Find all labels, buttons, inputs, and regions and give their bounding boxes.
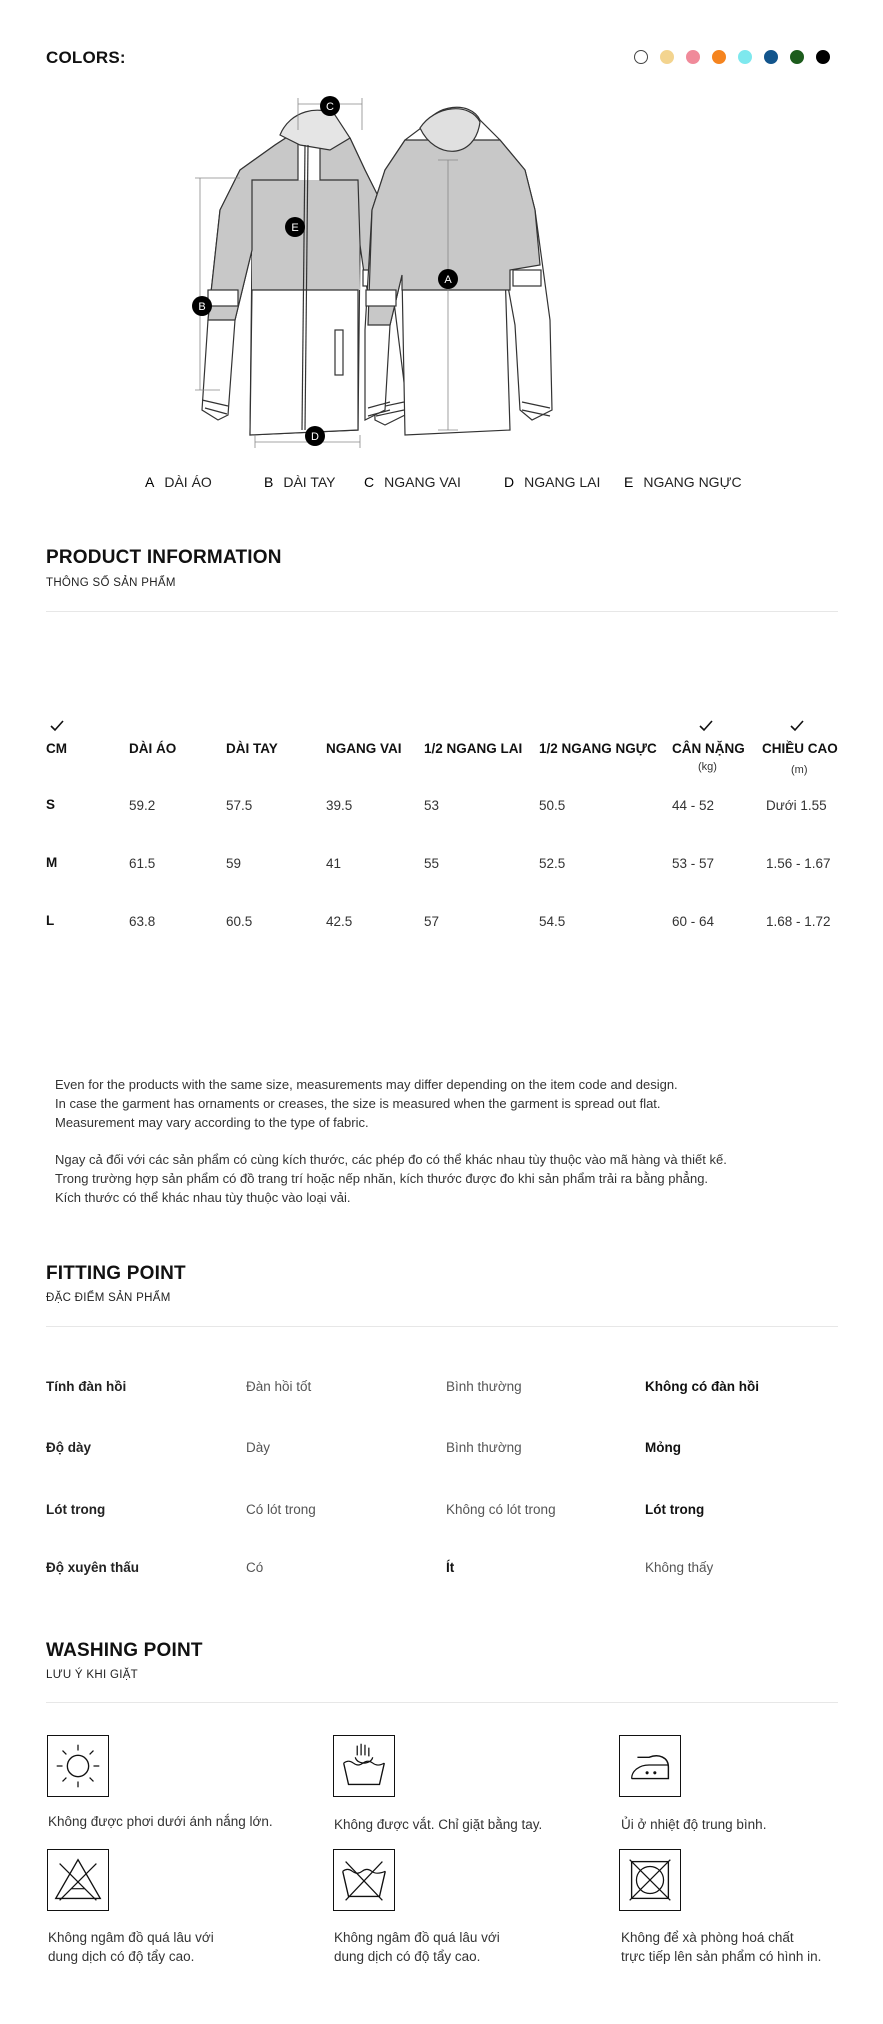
no-direct-sun-icon: [47, 1735, 109, 1797]
table-cell: 53: [424, 798, 440, 813]
table-cell: 39.5: [326, 798, 353, 813]
table-cell: 41: [326, 856, 342, 871]
table-cell: 53 - 57: [672, 856, 715, 871]
washing-instruction-line: Ủi ở nhiệt độ trung bình.: [621, 1817, 767, 1832]
marker-e: [285, 217, 305, 237]
fitting-option: Dày: [246, 1440, 271, 1455]
table-cell: Dưới 1.55: [766, 798, 827, 813]
table-cell: 57.5: [226, 798, 253, 813]
no-bleach-icon: [47, 1849, 109, 1911]
aqua-swatch[interactable]: [738, 50, 752, 64]
note-line: Even for the products with the same size, measurements may differ depending on the item code and design.: [55, 1077, 678, 1092]
header-dai-ao: DÀI ÁO: [129, 741, 177, 756]
legend-c: C NGANG VAI: [364, 474, 461, 490]
washing-point-title: WASHING POINT: [46, 1640, 203, 1661]
svg-text:A: A: [444, 274, 452, 286]
fitting-option-selected: Không có đàn hồi: [645, 1379, 759, 1394]
fitting-option: Có: [246, 1560, 264, 1575]
white-swatch[interactable]: [634, 50, 648, 64]
washing-instruction-text: [334, 1815, 542, 1834]
washing-instruction-line: Không được phơi dưới ánh nắng lớn.: [48, 1814, 273, 1829]
legend-a: A DÀI ÁO: [145, 474, 212, 490]
colors-title: COLORS:: [46, 48, 126, 67]
check-icon: [789, 718, 805, 734]
no-soak-icon: [333, 1849, 395, 1911]
fitting-point-title: FITTING POINT: [46, 1263, 186, 1284]
divider: [46, 611, 838, 612]
jacket-diagram: [180, 90, 700, 450]
legend-e: E NGANG NGỰC: [624, 474, 742, 490]
note-line: Kích thước có thể khác nhau tùy thuộc vào loại vải.: [55, 1190, 351, 1205]
cream-swatch[interactable]: [660, 50, 674, 64]
table-cell: 63.8: [129, 914, 156, 929]
orange-swatch[interactable]: [712, 50, 726, 64]
header-dai-tay: DÀI TAY: [226, 741, 278, 756]
fitting-row-label: Tính đàn hồi: [46, 1379, 127, 1394]
size-s-label: S: [46, 797, 56, 812]
fitting-option: Đàn hồi tốt: [246, 1379, 312, 1394]
header-ngang-nguc: 1/2 NGANG NGỰC: [539, 741, 657, 756]
washing-instruction-text: [621, 1928, 821, 1966]
table-cell: 1.56 - 1.67: [766, 856, 831, 871]
check-icon: [698, 718, 714, 734]
iron-medium-icon: [619, 1735, 681, 1797]
navy-swatch[interactable]: [764, 50, 778, 64]
product-info-title: PRODUCT INFORMATION: [46, 547, 282, 568]
divider: [46, 1702, 838, 1703]
fitting-option: Bình thường: [446, 1440, 522, 1455]
svg-text:E: E: [291, 222, 299, 234]
table-cell: 59: [226, 856, 242, 871]
washing-instruction-text: [48, 1928, 214, 1966]
fitting-row-label: Lót trong: [46, 1502, 106, 1517]
fitting-point-subtitle: ĐẶC ĐIỂM SẢN PHẨM: [46, 1292, 171, 1304]
fitting-option-selected: Ít: [446, 1560, 455, 1575]
table-cell: 54.5: [539, 914, 566, 929]
notes-english: [55, 1075, 678, 1132]
size-l-label: L: [46, 913, 55, 928]
washing-instruction-line: Không được vắt. Chỉ giặt bằng tay.: [334, 1817, 543, 1832]
note-line: Ngay cả đối với các sản phẩm có cùng kích thước, các phép đo có thể khác nhau tùy thuộc vào mã hàng và thiết kế.: [55, 1152, 727, 1167]
svg-text:B: B: [198, 301, 206, 313]
fitting-row-label: Độ xuyên thấu: [46, 1560, 140, 1575]
marker-c: [320, 96, 340, 116]
product-info-subtitle: THÔNG SỐ SẢN PHẨM: [46, 577, 176, 589]
washing-instruction-line: trực tiếp lên sản phẩm có hình in.: [621, 1949, 822, 1964]
divider: [46, 1326, 838, 1327]
note-line: Trong trường hợp sản phẩm có đồ trang trí hoặc nếp nhăn, kích thước được đo khi sản phẩm trải ra bằng phẳng.: [55, 1171, 709, 1186]
fitting-option: Không có lót trong: [446, 1502, 556, 1517]
header-ngang-lai: 1/2 NGANG LAI: [424, 741, 523, 756]
table-cell: 60.5: [226, 914, 253, 929]
table-cell: 55: [424, 856, 440, 871]
washing-instruction-text: [334, 1928, 500, 1966]
fitting-option: Có lót trong: [246, 1502, 316, 1517]
table-cell: 44 - 52: [672, 798, 715, 813]
pink-swatch[interactable]: [686, 50, 700, 64]
washing-instruction-line: Không ngâm đồ quá lâu với: [334, 1930, 500, 1945]
header-can-nang: CÂN NẶNG: [672, 741, 745, 756]
table-cell: 50.5: [539, 798, 566, 813]
legend-b: B DÀI TAY: [264, 474, 336, 490]
washing-instruction-line: dung dịch có độ tẩy cao.: [48, 1949, 195, 1964]
table-cell: 52.5: [539, 856, 566, 871]
washing-instruction-text: [48, 1812, 273, 1831]
check-icon: [49, 718, 65, 734]
header-cm: CM: [46, 741, 67, 756]
note-line: Measurement may vary according to the type of fabric.: [55, 1115, 369, 1130]
legend-d: D NGANG LAI: [504, 474, 601, 490]
header-ngang-vai: NGANG VAI: [326, 741, 402, 756]
table-cell: 1.68 - 1.72: [766, 914, 831, 929]
fitting-option: Không thấy: [645, 1560, 714, 1575]
washing-point-subtitle: LƯU Ý KHI GIẶT: [46, 1669, 138, 1681]
black-swatch[interactable]: [816, 50, 830, 64]
washing-instruction-line: Không ngâm đồ quá lâu với: [48, 1930, 214, 1945]
table-cell: 60 - 64: [672, 914, 715, 929]
hand-wash-icon: [333, 1735, 395, 1797]
washing-instruction-line: Không để xà phòng hoá chất: [621, 1930, 794, 1945]
fitting-option-selected: Lót trong: [645, 1502, 705, 1517]
svg-text:D: D: [311, 431, 319, 443]
no-tumble-dry-icon: [619, 1849, 681, 1911]
header-chieu-cao: CHIỀU CAO: [762, 741, 838, 756]
washing-instruction-line: dung dịch có độ tẩy cao.: [334, 1949, 481, 1964]
size-m-label: M: [46, 855, 58, 870]
table-cell: 59.2: [129, 798, 156, 813]
fitting-row-label: Độ dày: [46, 1440, 92, 1455]
marker-a: [438, 269, 458, 289]
unit-kg: (kg): [698, 761, 717, 773]
marker-b: [192, 296, 212, 316]
fitting-option-selected: Mỏng: [645, 1440, 681, 1455]
marker-d: [305, 426, 325, 446]
fitting-option: Bình thường: [446, 1379, 522, 1394]
green-swatch[interactable]: [790, 50, 804, 64]
svg-text:C: C: [326, 101, 334, 113]
notes-vietnamese: [55, 1150, 727, 1207]
table-cell: 42.5: [326, 914, 353, 929]
table-cell: 57: [424, 914, 440, 929]
table-cell: 61.5: [129, 856, 156, 871]
note-line: In case the garment has ornaments or creases, the size is measured when the garment is spread out flat.: [55, 1096, 661, 1111]
unit-m: (m): [791, 764, 808, 776]
washing-instruction-text: [621, 1815, 766, 1834]
